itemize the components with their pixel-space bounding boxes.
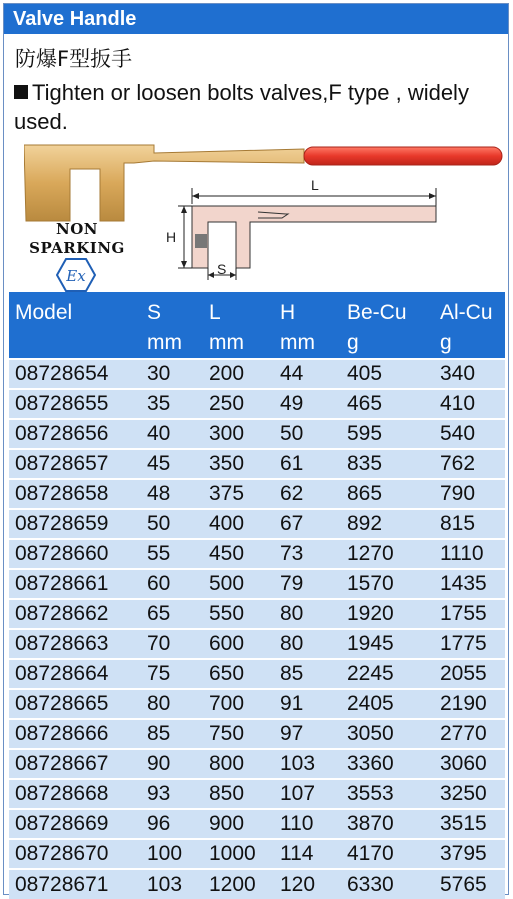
table-cell: 1570 xyxy=(341,569,434,599)
table-cell: 1945 xyxy=(341,629,434,659)
column-header xyxy=(141,292,203,359)
table-cell: 103 xyxy=(141,869,203,899)
table-cell: 595 xyxy=(341,419,434,449)
table-row xyxy=(9,749,505,779)
table-cell: 800 xyxy=(203,749,274,779)
table-row xyxy=(9,569,505,599)
column-header-unit: mm xyxy=(147,331,182,354)
table-cell: 08728669 xyxy=(9,809,141,839)
table-cell: 1110 xyxy=(434,539,505,569)
table-cell: 400 xyxy=(203,509,274,539)
table-row xyxy=(9,509,505,539)
table-cell: 3515 xyxy=(434,809,505,839)
page-title: Valve Handle xyxy=(13,8,137,30)
table-row xyxy=(9,599,505,629)
table-cell: 405 xyxy=(341,359,434,389)
table-cell: 3060 xyxy=(434,749,505,779)
table-cell: 114 xyxy=(274,839,341,869)
table-cell: 08728654 xyxy=(9,359,141,389)
table-cell: 100 xyxy=(141,839,203,869)
chinese-title: 防爆F型扳手 xyxy=(15,47,133,71)
table-row xyxy=(9,419,505,449)
table-row xyxy=(9,779,505,809)
table-cell: 1270 xyxy=(341,539,434,569)
table-cell: 49 xyxy=(274,389,341,419)
table-cell: 08728661 xyxy=(9,569,141,599)
table-cell: 2770 xyxy=(434,719,505,749)
table-row xyxy=(9,839,505,869)
table-cell: 762 xyxy=(434,449,505,479)
table-cell: 50 xyxy=(141,509,203,539)
table-cell: 350 xyxy=(203,449,274,479)
table-row xyxy=(9,359,505,389)
table-cell: 08728666 xyxy=(9,719,141,749)
table-row xyxy=(9,689,505,719)
dimension-diagram xyxy=(162,170,452,282)
table-cell: 08728657 xyxy=(9,449,141,479)
table-cell: 45 xyxy=(141,449,203,479)
table-cell: 08728660 xyxy=(9,539,141,569)
table-cell: 75 xyxy=(141,659,203,689)
table-cell: 3795 xyxy=(434,839,505,869)
table-row xyxy=(9,719,505,749)
table-cell: 250 xyxy=(203,389,274,419)
bullet-square-icon xyxy=(14,85,28,99)
column-header xyxy=(341,292,434,359)
table-cell: 80 xyxy=(274,629,341,659)
table-cell: 410 xyxy=(434,389,505,419)
table-row xyxy=(9,449,505,479)
table-cell: 2055 xyxy=(434,659,505,689)
table-cell: 550 xyxy=(203,599,274,629)
table-cell: 1200 xyxy=(203,869,274,899)
column-header-unit: g xyxy=(440,331,452,354)
table-cell: 2405 xyxy=(341,689,434,719)
non-sparking-badge xyxy=(24,220,130,258)
table-cell: 48 xyxy=(141,479,203,509)
table-cell: 08728656 xyxy=(9,419,141,449)
badge-line-2: SPARKING xyxy=(29,239,125,257)
table-cell: 3050 xyxy=(341,719,434,749)
table-row xyxy=(9,659,505,689)
table-cell: 85 xyxy=(141,719,203,749)
title-bar xyxy=(4,4,508,34)
column-header-name: S xyxy=(147,301,162,324)
table-cell: 70 xyxy=(141,629,203,659)
table-header-row xyxy=(9,292,505,359)
column-header-name: Model xyxy=(15,301,73,324)
table-cell: 1435 xyxy=(434,569,505,599)
table-row xyxy=(9,869,505,899)
table-row xyxy=(9,479,505,509)
table-cell: 65 xyxy=(141,599,203,629)
table-cell: 500 xyxy=(203,569,274,599)
table-cell: 97 xyxy=(274,719,341,749)
table-cell: 08728670 xyxy=(9,839,141,869)
table-cell: 67 xyxy=(274,509,341,539)
table-cell: 340 xyxy=(434,359,505,389)
table-cell: 835 xyxy=(341,449,434,479)
table-cell: 08728665 xyxy=(9,689,141,719)
specification-table xyxy=(9,292,505,899)
dim-H-label: H xyxy=(166,229,177,245)
column-header-name: H xyxy=(280,301,296,324)
table-cell: 6330 xyxy=(341,869,434,899)
table-cell: 79 xyxy=(274,569,341,599)
column-header-name: Al-Cu xyxy=(440,301,493,324)
table-cell: 1755 xyxy=(434,599,505,629)
badge-line-1: NON xyxy=(56,220,98,238)
table-cell: 08728658 xyxy=(9,479,141,509)
table-cell: 44 xyxy=(274,359,341,389)
column-header-unit: mm xyxy=(209,331,244,354)
table-cell: 5765 xyxy=(434,869,505,899)
table-cell: 90 xyxy=(141,749,203,779)
column-header-unit: g xyxy=(347,331,359,354)
table-cell: 110 xyxy=(274,809,341,839)
table-cell: 3250 xyxy=(434,779,505,809)
table-cell: 900 xyxy=(203,809,274,839)
table-row xyxy=(9,809,505,839)
table-cell: 3360 xyxy=(341,749,434,779)
table-cell: 80 xyxy=(274,599,341,629)
table-cell: 200 xyxy=(203,359,274,389)
table-cell: 62 xyxy=(274,479,341,509)
table-row xyxy=(9,629,505,659)
column-header xyxy=(434,292,505,359)
table-cell: 1775 xyxy=(434,629,505,659)
table-cell: 4170 xyxy=(341,839,434,869)
dim-L-label: L xyxy=(311,177,319,193)
table-cell: 850 xyxy=(203,779,274,809)
table-cell: 40 xyxy=(141,419,203,449)
column-header xyxy=(203,292,274,359)
table-cell: 3553 xyxy=(341,779,434,809)
table-cell: 85 xyxy=(274,659,341,689)
table-cell: 08728671 xyxy=(9,869,141,899)
dim-S-label: S xyxy=(217,261,227,277)
table-cell: 80 xyxy=(141,689,203,719)
table-cell: 700 xyxy=(203,689,274,719)
table-cell: 08728668 xyxy=(9,779,141,809)
table-cell: 08728659 xyxy=(9,509,141,539)
table-cell: 120 xyxy=(274,869,341,899)
table-cell: 08728655 xyxy=(9,389,141,419)
ex-symbol: Ex xyxy=(66,267,86,285)
column-header-name: Be-Cu xyxy=(347,301,407,324)
table-cell: 60 xyxy=(141,569,203,599)
table-cell: 600 xyxy=(203,629,274,659)
table-cell: 3870 xyxy=(341,809,434,839)
table-cell: 103 xyxy=(274,749,341,779)
table-cell: 750 xyxy=(203,719,274,749)
table-cell: 2190 xyxy=(434,689,505,719)
table-row xyxy=(9,389,505,419)
table-cell: 815 xyxy=(434,509,505,539)
table-cell: 450 xyxy=(203,539,274,569)
column-header-name: L xyxy=(209,301,221,324)
table-cell: 08728664 xyxy=(9,659,141,689)
table-row xyxy=(9,539,505,569)
table-body xyxy=(9,359,505,899)
table-cell: 650 xyxy=(203,659,274,689)
table-cell: 892 xyxy=(341,509,434,539)
table-cell: 91 xyxy=(274,689,341,719)
description-text: Tighten or loosen bolts valves,F type , widely used. xyxy=(14,80,469,134)
table-cell: 2245 xyxy=(341,659,434,689)
table-cell: 96 xyxy=(141,809,203,839)
table-cell: 790 xyxy=(434,479,505,509)
table-cell: 08728662 xyxy=(9,599,141,629)
column-header xyxy=(274,292,341,359)
product-description xyxy=(14,78,484,136)
table-cell: 865 xyxy=(341,479,434,509)
table-cell: 375 xyxy=(203,479,274,509)
table-cell: 30 xyxy=(141,359,203,389)
table-cell: 1000 xyxy=(203,839,274,869)
table-cell: 50 xyxy=(274,419,341,449)
table-cell: 300 xyxy=(203,419,274,449)
ex-explosion-proof-icon xyxy=(56,258,96,292)
column-header-unit: mm xyxy=(280,331,315,354)
table-cell: 08728667 xyxy=(9,749,141,779)
table-cell: 08728663 xyxy=(9,629,141,659)
table-cell: 465 xyxy=(341,389,434,419)
table-cell: 61 xyxy=(274,449,341,479)
table-cell: 73 xyxy=(274,539,341,569)
table-cell: 35 xyxy=(141,389,203,419)
table-cell: 540 xyxy=(434,419,505,449)
table-cell: 107 xyxy=(274,779,341,809)
column-header xyxy=(9,292,141,359)
table-cell: 1920 xyxy=(341,599,434,629)
table-cell: 93 xyxy=(141,779,203,809)
table-cell: 55 xyxy=(141,539,203,569)
